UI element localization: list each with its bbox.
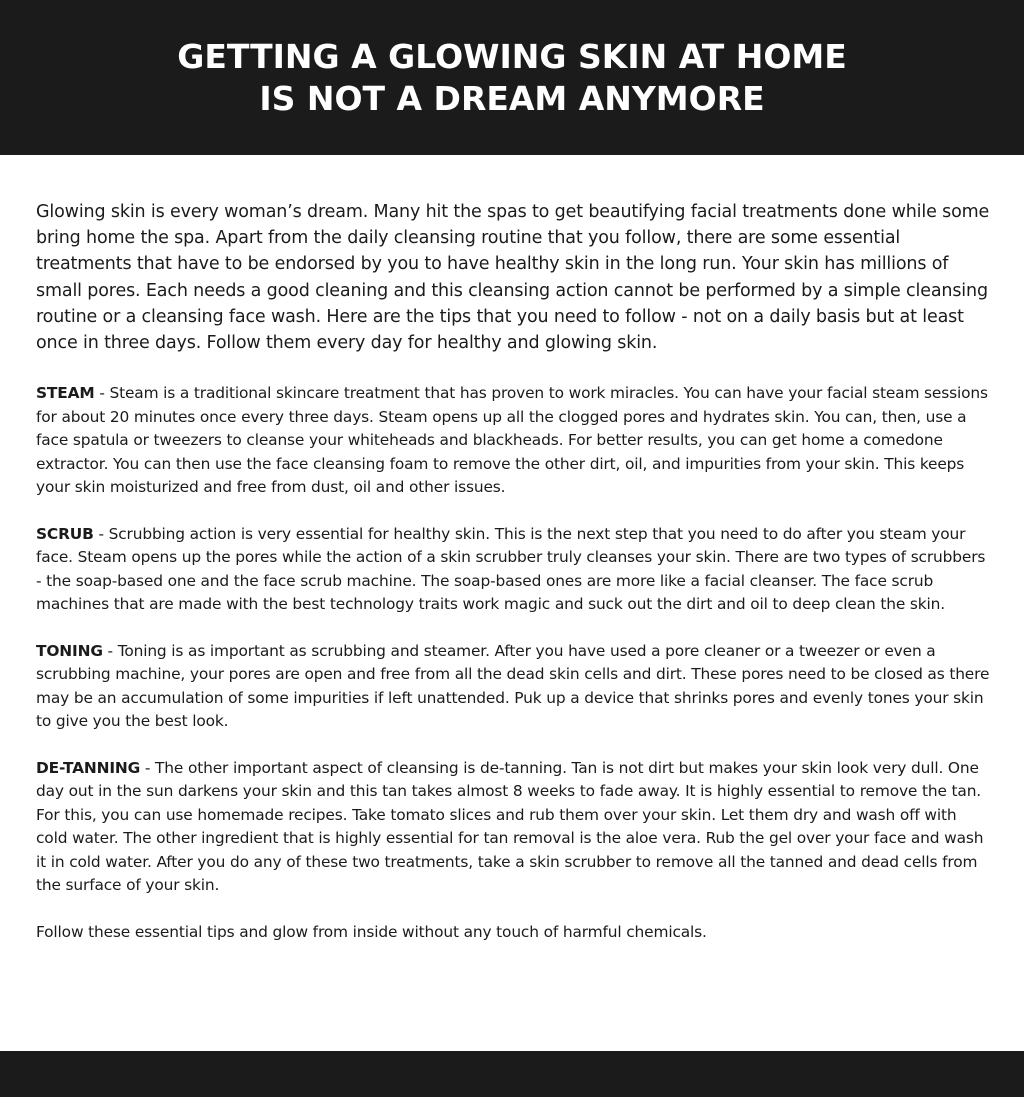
header-banner [0, 0, 1024, 155]
section-text: - Toning is as important as scrubbing and steamer. After you have used a pore cleaner or a tweezer or even a scrubbing machine, your pores are open and free from all the dead skin cells and dirt. These pores need to be closed as there may be an accumulation of some impurities if left unattended. Puk up a device that shrinks pores and evenly tones your skin to give you the best look. [36, 641, 990, 731]
section-term: STEAM [36, 384, 95, 403]
article-body [36, 199, 991, 967]
footer-bar [0, 1051, 1024, 1097]
section-scrub [36, 523, 991, 617]
intro-paragraph: Glowing skin is every woman’s dream. Many hit the spas to get beautifying facial treatments done while some bring home the spa. Apart from the daily cleansing routine that you follow, there are some essential treatments that have to be endorsed by you to have healthy skin in the long run. Your skin has millions of small pores. Each needs a good cleaning and this cleansing action cannot be performed by a simple cleansing routine or a cleansing face wash. Here are the tips that you need to follow - not on a daily basis but at least once in three days. Follow them every day for healthy and glowing skin. [36, 202, 990, 354]
page-title-line-1: GETTING A GLOWING SKIN AT HOME [177, 36, 847, 76]
section-text: - Steam is a traditional skincare treatment that has proven to work miracles. You can have your facial steam sessions for about 20 minutes once every three days. Steam opens up all the clogged pores and hydrates skin. You can, then, use a face spatula or tweezers to cleanse your whiteheads and blackheads. For better results, you can get home a comedone extractor. You can then use the face cleansing foam to remove the other dirt, oil, and impurities from your skin. This keeps your skin moisturized and free from dust, oil and other issues. [36, 384, 988, 497]
page-title [177, 36, 847, 120]
closing-paragraph: Follow these essential tips and glow from inside without any touch of harmful chemicals. [36, 922, 707, 941]
page-title-line-2: IS NOT A DREAM ANYMORE [259, 78, 765, 118]
section-term: TONING [36, 641, 103, 660]
section-text: - Scrubbing action is very essential for healthy skin. This is the next step that you need to do after you steam your face. Steam opens up the pores while the action of a skin scrubber truly cleanses your skin. There are two types of scrubbers - the soap-based one and the face scrub machine. The soap-based ones are more like a facial cleanser. The face scrub machines that are made with the best technology traits work magic and suck out the dirt and oil to deep clean the skin. [36, 524, 986, 614]
section-steam [36, 382, 991, 500]
section-text: - The other important aspect of cleansing is de-tanning. Tan is not dirt but makes your skin look very dull. One day out in the sun darkens your skin and this tan takes almost 8 weeks to fade away. It is highly essential to remove the tan. For this, you can use homemade recipes. Take tomato slices and rub them over your skin. Let them dry and wash off with cold water. The other ingredient that is highly essential for tan removal is the aloe vera. Rub the gel over your face and wash it in cold water. After you do any of these two treatments, take a skin scrubber to remove all the tanned and dead cells from the surface of your skin. [36, 758, 984, 895]
section-term: DE-TANNING [36, 758, 141, 777]
section-toning [36, 640, 991, 734]
section-de-tanning [36, 757, 991, 898]
section-term: SCRUB [36, 524, 94, 543]
